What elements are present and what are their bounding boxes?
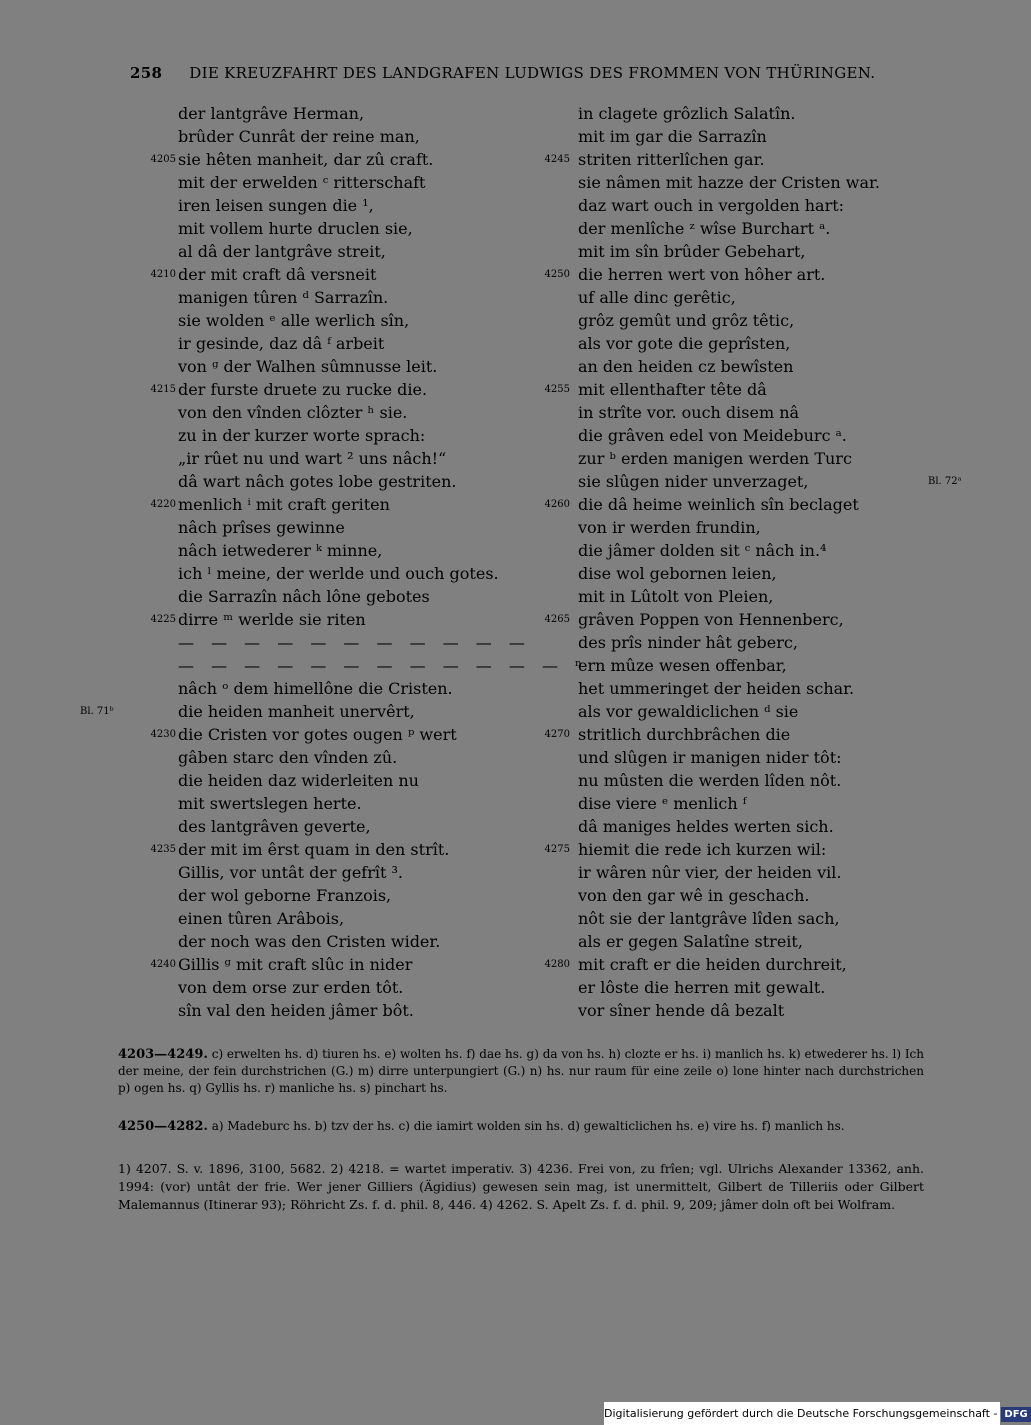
verse-text: mit ellenthafter tête dâ — [578, 380, 767, 399]
apparatus-block-1 — [118, 1046, 924, 1097]
verse-text: al dâ der lantgrâve streit, — [178, 242, 386, 261]
line-number: 4235 — [150, 844, 176, 855]
verse-text: „ir rûet nu und wart ² uns nâch!“ — [178, 449, 447, 468]
verse-line — [578, 516, 918, 539]
verse-line — [150, 263, 518, 286]
verse-text: die heiden manheit unervêrt, — [178, 702, 415, 721]
verse-text: nôt sie der lantgrâve lîden sach, — [578, 909, 840, 928]
verse-text: grôz gemût und grôz têtic, — [578, 311, 795, 330]
verse-text: nâch ietwederer ᵏ minne, — [178, 541, 383, 560]
verse-line — [150, 953, 518, 976]
verse-text: zur ᵇ erden manigen werden Turc — [578, 449, 852, 468]
verse-text: iren leisen sungen die ¹, — [178, 196, 374, 215]
line-number: 4210 — [150, 269, 176, 280]
verse-line — [178, 585, 518, 608]
line-number: 4230 — [150, 729, 176, 740]
verse-line — [178, 792, 518, 815]
page-title: DIE KREUZFAHRT DES LANDGRAFEN LUDWIGS DES FROMMEN VON THÜRINGEN. — [189, 64, 876, 82]
verse-line — [578, 470, 962, 493]
verse-text: der furste druete zu rucke die. — [178, 380, 428, 399]
verse-line — [578, 999, 918, 1022]
apparatus-range: 4203—4249. — [118, 1047, 208, 1062]
verse-line — [578, 332, 918, 355]
verse-text: daz wart ouch in vergolden hart: — [578, 196, 845, 215]
line-number: 4255 — [544, 384, 570, 395]
verse-line — [178, 286, 518, 309]
verse-text: der menlîche ᶻ wîse Burchart ᵃ. — [578, 219, 831, 238]
verse-line — [178, 332, 518, 355]
verse-line — [578, 539, 918, 562]
verse-text: gâben starc den vînden zû. — [178, 748, 398, 767]
verse-line — [578, 769, 918, 792]
line-number: 4205 — [150, 154, 176, 165]
line-number: 4280 — [544, 959, 570, 970]
verse-line — [150, 378, 518, 401]
verse-line — [578, 355, 918, 378]
line-number: 4270 — [544, 729, 570, 740]
apparatus-text: c) erwelten hs. d) tiuren hs. e) wolten hs. f) dae hs. g) da von hs. h) clozte er hs. i) manlich hs. k) etwederer hs. l) Ich der meine, der fein durchstrichen (G.) m) dirre unterpungiert (G.) n) hs. nur raum für eine zeile o) lone hinter nach durchstrichen p) ogen hs. q) Gyllis hs. r) manliche hs. s) pinchart hs. — [118, 1047, 925, 1095]
verse-line — [178, 401, 518, 424]
verse-line — [578, 286, 918, 309]
line-number: 4275 — [544, 844, 570, 855]
verse-line — [150, 838, 518, 861]
verse-text: dise viere ᵉ menlich ᶠ — [578, 794, 747, 813]
running-header — [130, 64, 876, 82]
verse-text: dâ wart nâch gotes lobe gestriten. — [178, 472, 457, 491]
page-number: 258 — [130, 64, 163, 82]
verse-text: von ir werden frundin, — [578, 518, 761, 537]
footnotes: 1) 4207. S. v. 1896, 3100, 5682. 2) 4218. = wartet imperativ. 3) 4236. Frei von, zu frîen; vgl. Ulrichs Alexander 13362, anh. 1994: (vor) untât der frie. Wer jener Gilliers (Ägidius) gewesen sein mag, ist unermittelt, Gilbert de Tilleriis oder Gilbert Malemannus (Itinerar 93); Röhricht Zs. f. d. phil. 8, 446. 4) 4262. S. Apelt Zs. f. d. phil. 9, 209; jâmer doln oft bei Wolfram. — [118, 1161, 924, 1212]
verse-line — [178, 125, 518, 148]
verse-text: mit vollem hurte druclen sie, — [178, 219, 413, 238]
verse-text: mit im gar die Sarrazîn — [578, 127, 767, 146]
verse-text: — — — — — — — — — — — — [178, 633, 531, 652]
verse-line — [178, 976, 518, 999]
dfg-credit-bar — [604, 1402, 1028, 1425]
verse-text: stritlich durchbrâchen die — [578, 725, 791, 744]
verse-line — [578, 424, 918, 447]
verse-line — [80, 700, 518, 723]
verse-text: zu in der kurzer worte sprach: — [178, 426, 426, 445]
dfg-logo: DFG — [1001, 1407, 1030, 1422]
verse-text: ir gesinde, daz dâ ᶠ arbeit — [178, 334, 385, 353]
verse-text: sie nâmen mit hazze der Cristen war. — [578, 173, 880, 192]
verse-line — [544, 608, 918, 631]
verse-text: ir wâren nûr vier, der heiden vil. — [578, 863, 842, 882]
verse-text: die Cristen vor gotes ougen ᵖ wert — [178, 725, 457, 744]
verse-line — [578, 654, 918, 677]
verse-text: het ummeringet der heiden schar. — [578, 679, 855, 698]
verse-text: als vor gewaldiclichen ᵈ sie — [578, 702, 799, 721]
apparatus-block-2 — [118, 1118, 924, 1135]
verse-line — [178, 194, 518, 217]
verse-line — [544, 838, 918, 861]
verse-text: dise wol gebornen leien, — [578, 564, 777, 583]
line-number: 4240 — [150, 959, 176, 970]
verse-text: der noch was den Cristen wider. — [178, 932, 441, 951]
verse-line — [178, 355, 518, 378]
verse-text: mit swertslegen herte. — [178, 794, 362, 813]
verse-text: von ᵍ der Walhen sûmnusse leit. — [178, 357, 438, 376]
verse-text: grâven Poppen von Hennenberc, — [578, 610, 844, 629]
verse-text: und slûgen ir manigen nider tôt: — [578, 748, 842, 767]
verse-text: manigen tûren ᵈ Sarrazîn. — [178, 288, 389, 307]
verse-line — [178, 907, 518, 930]
verse-line — [578, 700, 918, 723]
verse-text: mit craft er die heiden durchreit, — [578, 955, 847, 974]
verse-line — [578, 861, 918, 884]
verse-line — [578, 631, 918, 654]
verse-line — [178, 884, 518, 907]
verse-line — [178, 930, 518, 953]
verse-text: in strîte vor. ouch disem nâ — [578, 403, 800, 422]
verse-line — [578, 677, 918, 700]
verse-text: sie slûgen nider unverzaget, — [578, 472, 809, 491]
verse-line — [544, 493, 918, 516]
verse-text: er lôste die herren mit gewalt. — [578, 978, 826, 997]
verse-text: hiemit die rede ich kurzen wil: — [578, 840, 827, 859]
verse-text: nu mûsten die werden lîden nôt. — [578, 771, 842, 790]
verse-line — [178, 631, 531, 654]
verse-line — [544, 378, 918, 401]
verse-line — [178, 815, 518, 838]
verse-text: sîn val den heiden jâmer bôt. — [178, 1001, 414, 1020]
verse-text: von dem orse zur erden tôt. — [178, 978, 404, 997]
folio-marker: Bl. 71ᵇ — [80, 706, 114, 717]
verse-line — [178, 769, 518, 792]
verse-text: nâch prîses gewinne — [178, 518, 345, 537]
verse-line — [178, 171, 518, 194]
verse-line — [150, 723, 518, 746]
verse-line — [178, 470, 518, 493]
verse-line — [578, 930, 918, 953]
verse-text: an den heiden cz bewîsten — [578, 357, 794, 376]
verse-text: als er gegen Salatîne streit, — [578, 932, 803, 951]
line-number: 4220 — [150, 499, 176, 510]
line-number: 4225 — [150, 614, 176, 625]
line-number: 4260 — [544, 499, 570, 510]
verse-line — [578, 194, 918, 217]
verse-text: als vor gote die geprîsten, — [578, 334, 791, 353]
verse-text: mit in Lûtolt von Pleien, — [578, 587, 774, 606]
verse-line — [544, 723, 918, 746]
verse-line — [150, 493, 518, 516]
verse-text: einen tûren Arâbois, — [178, 909, 345, 928]
verse-line — [578, 309, 918, 332]
verse-line — [544, 953, 918, 976]
verse-text: von den vînden clôzter ʰ sie. — [178, 403, 408, 422]
verse-text: des prîs ninder hât geberc, — [578, 633, 798, 652]
verse-text: Gillis, vor untât der gefrît ³. — [178, 863, 403, 882]
verse-line — [578, 102, 918, 125]
line-number: 4245 — [544, 154, 570, 165]
verse-line — [578, 447, 918, 470]
verse-text: die herren wert von hôher art. — [578, 265, 826, 284]
verse-line — [578, 884, 918, 907]
verse-line — [544, 148, 918, 171]
verse-text: in clagete grôzlich Salatîn. — [578, 104, 796, 123]
verse-text: nâch ᵒ dem himellône die Cristen. — [178, 679, 453, 698]
line-number: 4250 — [544, 269, 570, 280]
apparatus-text: a) Madeburc hs. b) tzv der hs. c) die iamirt wolden sin hs. d) gewalticlichen hs. e) vire hs. f) manlich hs. — [211, 1119, 845, 1133]
verse-text: des lantgrâven geverte, — [178, 817, 371, 836]
verse-line — [178, 562, 518, 585]
verse-line — [150, 148, 518, 171]
verse-text: die dâ heime weinlich sîn beclaget — [578, 495, 859, 514]
verse-line — [578, 976, 918, 999]
verse-line — [178, 999, 518, 1022]
verse-text: sie hêten manheit, dar zû craft. — [178, 150, 434, 169]
verse-line — [178, 424, 518, 447]
verse-line — [178, 516, 518, 539]
verse-line — [578, 562, 918, 585]
verse-text: der wol geborne Franzois, — [178, 886, 392, 905]
verse-line — [578, 585, 918, 608]
verse-line — [178, 102, 518, 125]
verse-text: der mit im êrst quam in den strît. — [178, 840, 450, 859]
verse-line — [578, 401, 918, 424]
verse-line — [178, 240, 518, 263]
verse-text: die Sarrazîn nâch lône gebotes — [178, 587, 430, 606]
verse-text: der mit craft dâ versneit — [178, 265, 377, 284]
verse-text: der lantgrâve Herman, — [178, 104, 365, 123]
verse-text: die jâmer dolden sit ᶜ nâch in.⁴ — [578, 541, 827, 560]
line-number: 4265 — [544, 614, 570, 625]
verse-line — [178, 309, 518, 332]
verse-line — [150, 608, 518, 631]
verse-text: dâ maniges heldes werten sich. — [578, 817, 834, 836]
verse-line — [178, 677, 518, 700]
verse-line — [578, 907, 918, 930]
right-verse-column — [544, 102, 962, 1022]
verse-line — [178, 217, 518, 240]
verse-text: vor sîner hende dâ bezalt — [578, 1001, 785, 1020]
verse-text: ern mûze wesen offenbar, — [578, 656, 787, 675]
verse-text: ich ˡ meine, der werlde und ouch gotes. — [178, 564, 499, 583]
verse-text: die heiden daz widerleiten nu — [178, 771, 419, 790]
verse-line — [178, 654, 588, 677]
verse-line — [544, 263, 918, 286]
verse-line — [178, 746, 518, 769]
verse-text: brûder Cunrât der reine man, — [178, 127, 420, 146]
verse-text: uf alle dinc gerêtic, — [578, 288, 736, 307]
verse-text: von den gar wê in geschach. — [578, 886, 810, 905]
verse-text: menlich ⁱ mit craft geriten — [178, 495, 390, 514]
line-number: 4215 — [150, 384, 176, 395]
verse-text: mit im sîn brûder Gebehart, — [578, 242, 806, 261]
verse-line — [578, 125, 918, 148]
verse-line — [578, 217, 918, 240]
verse-text: — — — — — — — — — — — — ⁿ — [178, 656, 588, 675]
verse-line — [178, 447, 518, 470]
verse-line — [578, 792, 918, 815]
verse-text: mit der erwelden ᶜ ritterschaft — [178, 173, 426, 192]
verse-line — [178, 539, 518, 562]
apparatus-range: 4250—4282. — [118, 1119, 208, 1134]
verse-text: die grâven edel von Meideburc ᵃ. — [578, 426, 847, 445]
verse-text: Gillis ᵍ mit craft slûc in nider — [178, 955, 413, 974]
verse-text: striten ritterlîchen gar. — [578, 150, 765, 169]
verse-line — [578, 240, 918, 263]
verse-line — [178, 861, 518, 884]
folio-marker: Bl. 72ᵃ — [928, 476, 962, 487]
verse-text: dirre ᵐ werlde sie riten — [178, 610, 366, 629]
verse-text: sie wolden ᵉ alle werlich sîn, — [178, 311, 410, 330]
verse-line — [578, 815, 918, 838]
verse-line — [578, 171, 918, 194]
dfg-credit-text: Digitalisierung gefördert durch die Deutsche Forschungsgemeinschaft - — [604, 1407, 998, 1420]
verse-line — [578, 746, 918, 769]
